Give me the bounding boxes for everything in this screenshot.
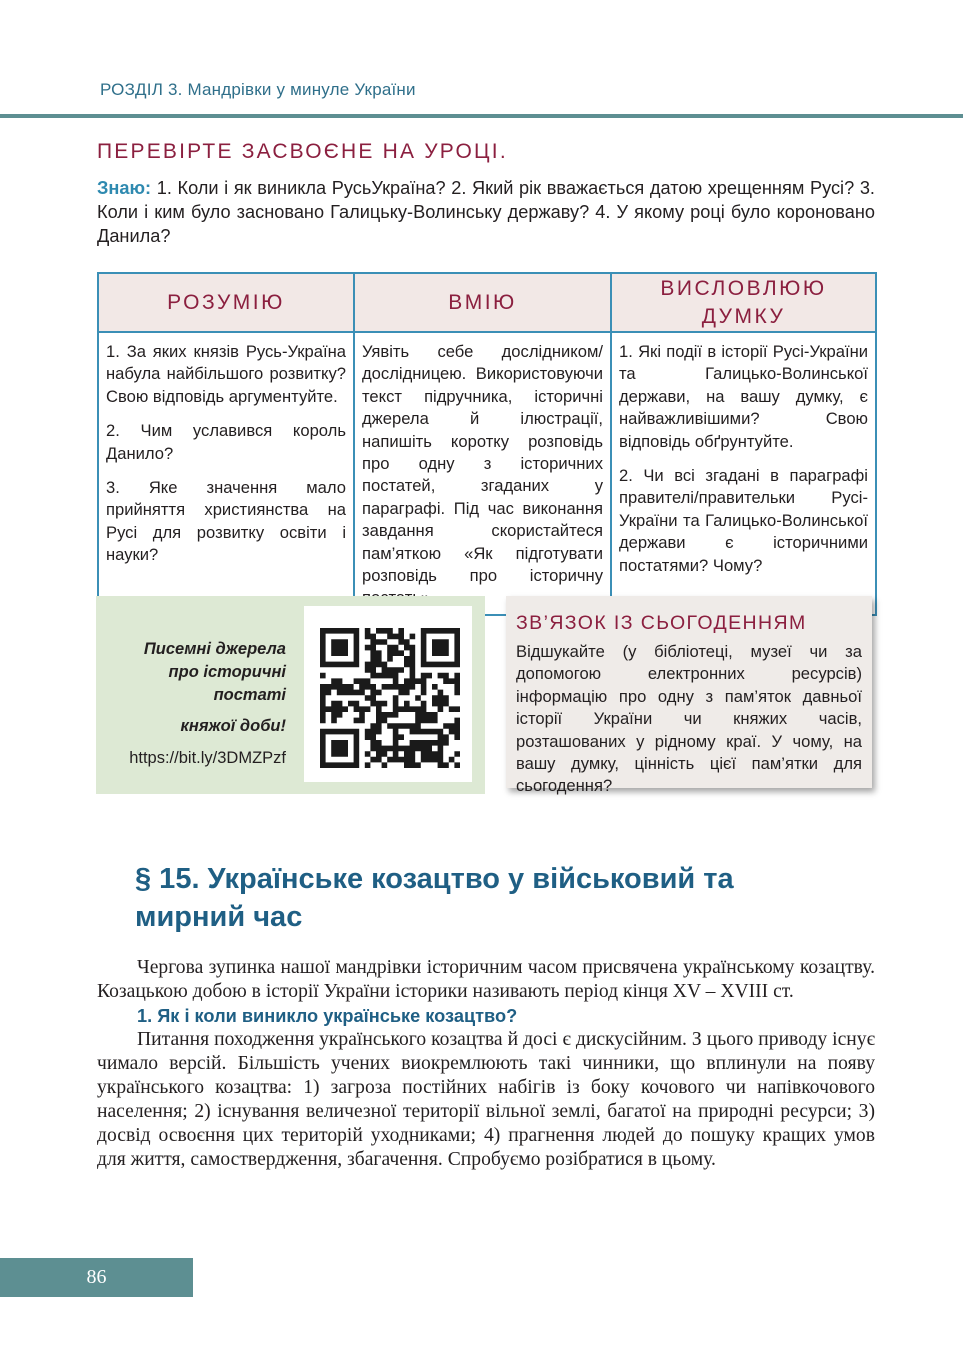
vyslovlyuyu-q1: 1. Які події в історії Русі-України та Галицько-Волинської держави, на вашу думку, є найважливішими? Свою відповідь обґрунтуйте. [619, 342, 868, 451]
cell-rozumiyu [98, 332, 354, 615]
check-section-title: ПЕРЕВІРТЕ ЗАСВОЄНЕ НА УРОЦІ. [97, 140, 508, 163]
rozumiyu-q1: 1. За яких князів Русь-Україна набула найбільшого розвитку? Свою відповідь аргументуйте. [106, 342, 346, 406]
cell-vyslovlyuyu [611, 332, 876, 615]
qr-panel [96, 596, 485, 794]
running-header: РОЗДІЛ 3. Мандрівки у минуле України [100, 80, 416, 99]
qr-caption-line: княжої доби! [180, 717, 286, 735]
today-text: Відшукайте (у бібліотеці, музеї чи за допомогою електронних ресурсів) інформацію про одну з пам’яток давньої історії України чи княжих часів, розташованих у рідному краї. У чому, на вашу думку, цінність цієї пам’ятки для сьогодення? [516, 642, 862, 796]
znayu-paragraph [97, 176, 875, 248]
header-vyslovlyuyu: ВИСЛОВЛЮЮ ДУМКУ [611, 273, 876, 332]
qr-code-icon [320, 628, 460, 768]
body-text: Питання походження українського козацтва й досі є дискусійним. З цього приводу існує чимало версій. Більшість учених виокремлюють такі чинники, що вплинули на появу українського козацтва: 1) загроза постійних набігів із боку кочового чи напівкочового населення; 2) існування величезної території вільної землі, багатої на природні ресурси; 3) досвід освоєння цих територій уходниками; 4) прагнення людей до пошуку кращих умов для життя, самоствердження, збагачення. Спробуємо розібратися в цьому. [97, 1029, 875, 1170]
subheading: 1. Як і коли виникло українське козацтво? [137, 1006, 518, 1026]
page-number-bar [0, 1258, 193, 1297]
cell-vmiyu [354, 332, 611, 615]
qr-link[interactable]: https://bit.ly/3DMZPzf [129, 749, 286, 767]
tasks-table [97, 272, 877, 616]
header-divider [0, 114, 963, 118]
header-rozumiyu: РОЗУМІЮ [98, 273, 354, 332]
vyslovlyuyu-q2: 2. Чи всі згадані в параграфі правителі/правительки Русі-України та Галицько-Волинської держави є історичними постатями? Чому? [619, 466, 868, 575]
rozumiyu-q3: 3. Яке значення мало прийняття християнства на Русі для розвитку освіти і науки? [106, 478, 346, 565]
rozumiyu-q2: 2. Чим уславився король Данило? [106, 421, 346, 463]
qr-caption-line: про історичні [168, 663, 286, 681]
znayu-questions: 1. Коли і як виникла РусьУкраїна? 2. Який рік вважається датою хрещенням Русі? 3. Коли і ким було засновано Галицьку-Волинську державу? 4. У якому році було короновано Данила? [97, 178, 875, 246]
today-title: ЗВ’ЯЗОК ІЗ СЬОГОДЕННЯМ [516, 612, 807, 634]
paragraph-body [97, 956, 875, 1172]
paragraph-title: § 15. Українське козацтво у військовий та мирний час [135, 863, 734, 933]
znayu-label: Знаю: [97, 178, 152, 198]
page-number: 86 [86, 1266, 107, 1288]
qr-caption-line: Писемні джерела [143, 640, 286, 658]
intro-text: Чергова зупинка нашої мандрівки історичним часом присвячена українському козацтву. Козацькою добою в історії України історики називають період кінця XV – XVIII ст. [97, 957, 875, 1002]
header-vmiyu: ВМІЮ [354, 273, 611, 332]
vmiyu-task: Уявіть себе дослідником/дослідницею. Використовуючи текст підручника, історичні джерела й ілюстрації, напишіть коротку розповідь про одну з історичних постатей, згаданих у параграфі. Під час виконання завдання скористайтеся пам’яткою «Як підготувати розповідь про історичну [362, 342, 603, 586]
qr-caption-line: постаті [213, 686, 286, 704]
qr-code[interactable] [304, 606, 472, 782]
qr-caption [96, 638, 286, 738]
today-box [506, 596, 872, 796]
